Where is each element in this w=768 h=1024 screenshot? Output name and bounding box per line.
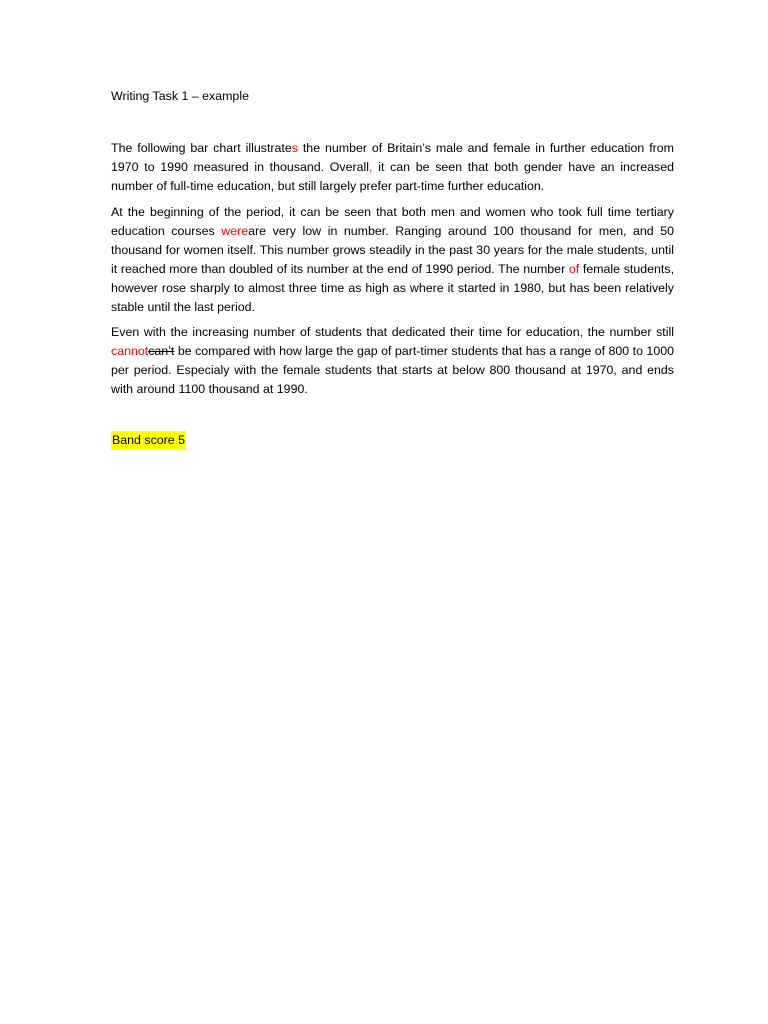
correction-insert: were xyxy=(221,223,249,238)
paragraph-3 xyxy=(111,323,674,399)
text-segment: The following bar chart illustrate xyxy=(111,141,292,155)
text-segment: are very low in number. Ranging around 100 thousand for men, and 50 thousand for women itself. This number grows steadily in the past 30 years for the male students, until it reached more than doubled of its number at the end of 1990 period. The number xyxy=(111,223,674,276)
text-segment: it can be seen that both gender have an increased number of full-time education, but still largely prefer part-time further education. xyxy=(111,159,674,193)
correction-insert: cannot xyxy=(111,343,149,358)
correction-insert: s xyxy=(291,141,298,155)
text-segment: be compared with how large the gap of part-timer students that has a range of 800 to 1000 per period. Especialy with the female students that starts at below 800 thousand at 1970, and ends with around 1100 thousand at 1990. xyxy=(111,343,674,396)
paragraph-2 xyxy=(111,203,674,316)
document-title: Writing Task 1 – example xyxy=(111,89,249,103)
text-segment: female students, however rose sharply to almost three time as high as where it started in 1980, but has been relatively stable until the last period. xyxy=(111,261,675,314)
text-segment: the number of Britain’s male and female in further education from 1970 to 1990 measured in thousand. Overall xyxy=(111,141,674,174)
paragraph-1 xyxy=(111,139,674,196)
text-segment: At the beginning of the period, it can be seen that both men and women who took full time tertiary education courses xyxy=(111,205,674,238)
correction-insert: , xyxy=(369,159,373,174)
band-score-highlight: Band score 5 xyxy=(111,431,186,450)
correction-insert: of xyxy=(568,261,580,276)
text-segment: Even with the increasing number of students that dedicated their time for education, the number still xyxy=(111,325,674,339)
correction-strikethrough: can’t xyxy=(148,343,175,358)
